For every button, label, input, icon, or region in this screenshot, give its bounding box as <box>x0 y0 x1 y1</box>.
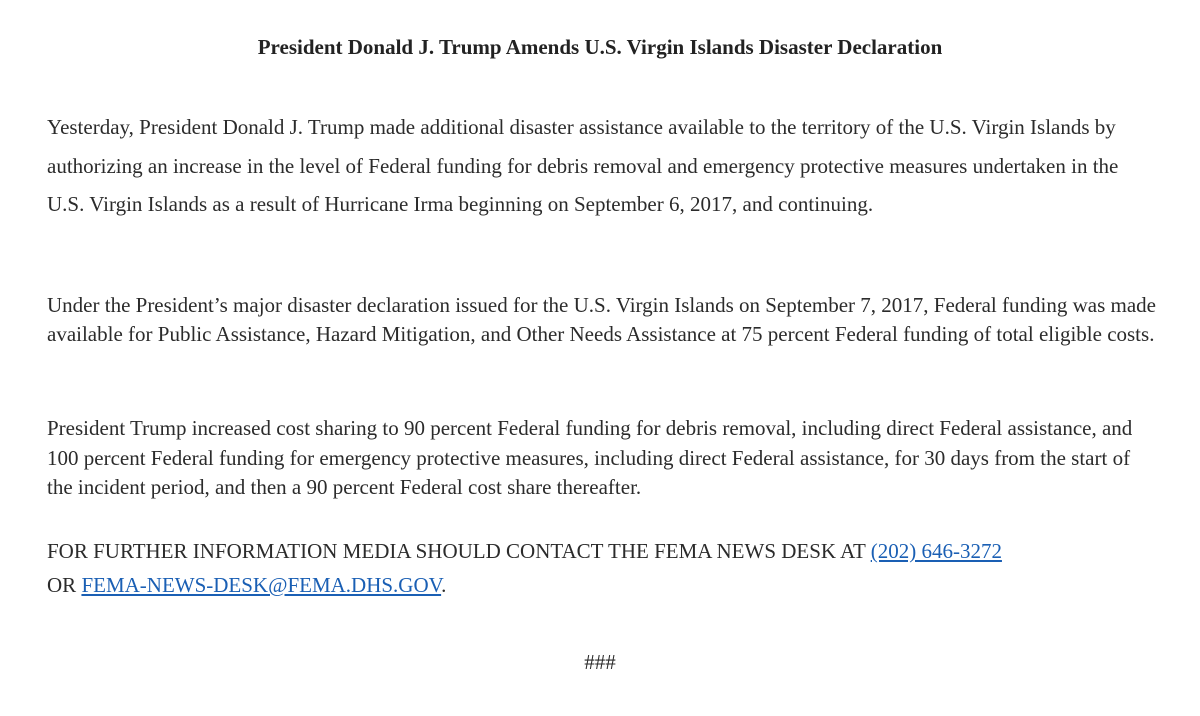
contact-lead-text: FOR FURTHER INFORMATION MEDIA SHOULD CONTACT THE FEMA NEWS DESK AT <box>47 539 871 563</box>
contact-paragraph <box>47 534 1157 602</box>
paragraph-declaration: Under the President’s major disaster declaration issued for the U.S. Virgin Islands on September 7, 2017, Federal funding was made available for Public Assistance, Hazard Mitigation, and Other Needs Assistance at 75 percent Federal funding of total eligible costs. <box>47 293 1156 346</box>
document-title: President Donald J. Trump Amends U.S. Virgin Islands Disaster Declaration <box>257 35 943 59</box>
phone-link[interactable]: (202) 646-3272 <box>870 539 1002 563</box>
paragraph-yesterday: Yesterday, President Donald J. Trump made additional disaster assistance available to the territory of the U.S. Virgin Islands by authorizing an increase in the level of Federal funding for debris removal and emergency protective measures undertaken in the U.S. Virgin Islands as a result of Hurricane Irma beginning on September 6, 2017, and continuing. <box>47 115 1119 216</box>
email-link[interactable]: FEMA-NEWS-DESK@FEMA.DHS.GOV <box>81 573 442 597</box>
contact-end-text: . <box>441 573 447 597</box>
contact-or-text: OR <box>47 573 82 597</box>
end-mark: ### <box>584 650 616 674</box>
paragraph-cost-sharing: President Trump increased cost sharing to 90 percent Federal funding for debris removal, including direct Federal assistance, and 100 percent Federal funding for emergency protective measures, including direct Federal assistance, for 30 days from the start of the incident period, and then a 90 percent Federal cost share thereafter. <box>47 416 1133 499</box>
